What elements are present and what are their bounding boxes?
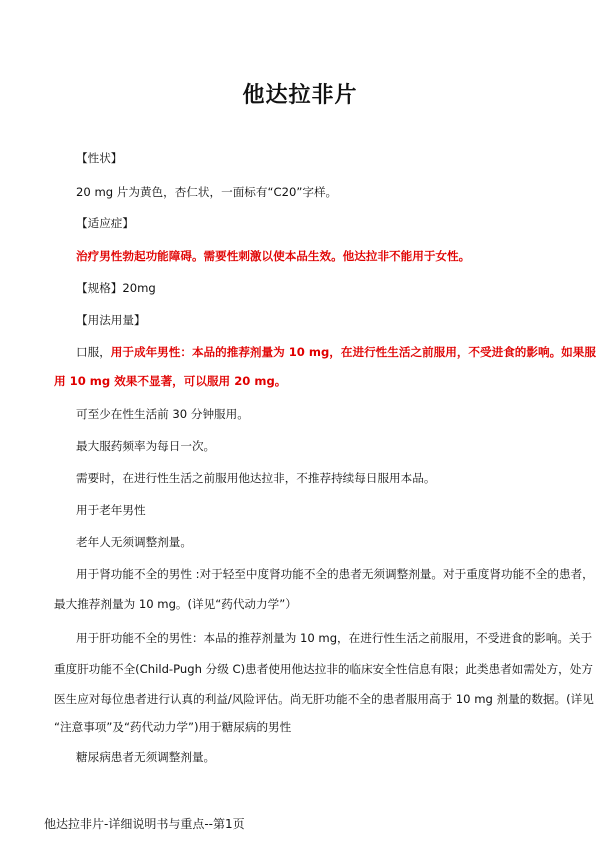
paragraph-hepatic-line-2: 重度肝功能不全(Child-Pugh 分级 C)患者使用他达拉非的临床安全性信息有限；此类患者如需处方，处方 (54, 662, 593, 676)
paragraph-hepatic-line-3: 医生应对每位患者进行认真的利益/风险评估。尚无肝功能不全的患者服用高于 10 mg 剂量的数据。(详见 (54, 692, 594, 706)
paragraph-elderly: 老年人无须调整剂量。 (76, 535, 192, 549)
paragraph-renal-line-1: 用于肾功能不全的男性 :对于轻至中度肾功能不全的患者无须调整剂量。对于重度肾功能不全的患者， (76, 567, 594, 581)
dosage-paragraph-line-1 (76, 344, 596, 360)
paragraph-hepatic-line-4: “注意事项”及“药代动力学”)用于糖尿病的男性 (54, 720, 292, 734)
dosage-highlight-1: 用于成年男性：本品的推荐剂量为 10 mg，在进行性生活之前服用，不受进食的影响。如果服 (110, 345, 596, 359)
dosage-prefix: 口服， (76, 345, 111, 359)
paragraph-renal-line-2: 最大推荐剂量为 10 mg。(详见“药代动力学”） (54, 597, 297, 611)
xingzhuang-text: 20 mg 片为黄色，杏仁状，一面标有“C20”字样。 (76, 185, 338, 199)
paragraph-frequency: 最大服药频率为每日一次。 (76, 439, 216, 453)
document-title: 他达拉非片 (242, 83, 358, 108)
paragraph-as-needed: 需要时，在进行性生活之前服用他达拉非，不推荐持续每日服用本品。 (76, 471, 436, 485)
section-heading-xingzhuang: 【性状】 (76, 151, 123, 165)
page-footer: 他达拉非片-详细说明书与重点--第1页 (44, 817, 245, 831)
paragraph-diabetes: 糖尿病患者无须调整剂量。 (76, 750, 216, 764)
section-heading-shiyingzheng: 【适应症】 (76, 216, 134, 230)
section-heading-guige: 【规格】20mg (76, 281, 156, 295)
subheading-elderly: 用于老年男性 (76, 503, 146, 517)
paragraph-hepatic-line-1: 用于肝功能不全的男性：本品的推荐剂量为 10 mg，在进行性生活之前服用，不受进食的影响。关于 (76, 631, 593, 645)
section-heading-yongfa: 【用法用量】 (76, 313, 146, 327)
shiyingzheng-text: 治疗男性勃起功能障碍。需要性刺激以使本品生效。他达拉非不能用于女性。 (76, 249, 471, 263)
paragraph-timing: 可至少在性生活前 30 分钟服用。 (76, 407, 249, 421)
dosage-highlight-2: 用 10 mg 效果不显著，可以服用 20 mg。 (54, 374, 287, 388)
